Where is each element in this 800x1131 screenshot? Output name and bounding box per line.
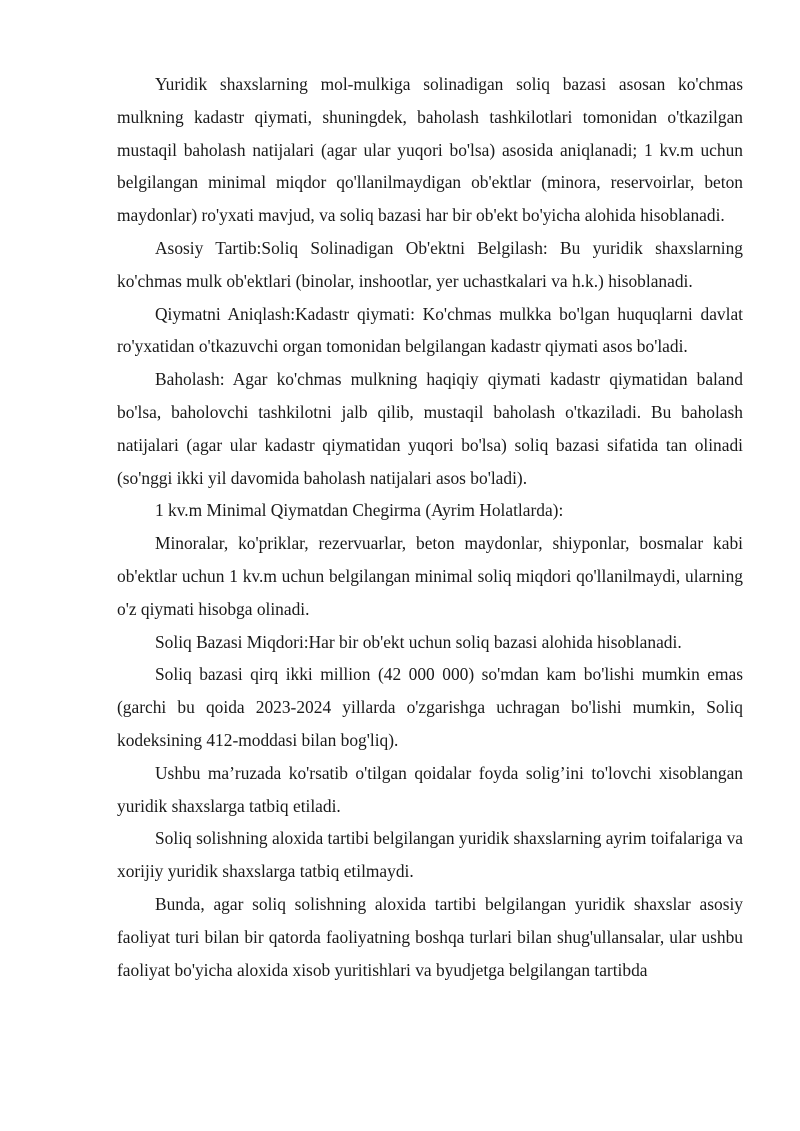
paragraph-value-determination: Qiymatni Aniqlash:Kadastr qiymati: Ko'chmas mulkka bo'lgan huquqlarni davlat ro'yxatidan o'tkazuvchi organ tomonidan belgilangan kadastr qiymati asos bo'ladi. <box>117 303 743 357</box>
paragraph-basic-order: Asosiy Tartib:Soliq Solinadigan Ob'ektni Belgilash: Bu yuridik shaxslarning ko'chmas mulk ob'ektlari (binolar, inshootlar, yer uchastkalari va h.k.) hisoblanadi. <box>117 237 743 291</box>
document-body <box>117 68 743 986</box>
paragraph-tax-base-intro: Yuridik shaxslarning mol-mulkiga solinadigan soliq bazasi asosan ko'chmas mulkning kadastr qiymati, shuningdek, baholash tashkilotlari tomonidan o'tkazilgan mustaqil baholash natijalari (agar ular yuqori bo'lsa) asosida aniqlanadi; 1 kv.m uchun belgilangan minimal miqdor qo'llanilmaydigan ob'ektlar (minora, reservoirlar, beton maydonlar) ro'yxati mavjud, va soliq bazasi har bir ob'ekt bo'yicha alohida hisoblanadi. <box>117 74 743 226</box>
paragraph-exclusions: Soliq solishning aloxida tartibi belgilangan yuridik shaxslarning ayrim toifalariga va xorijiy yuridik shaxslarga tatbiq etilmaydi. <box>117 828 743 882</box>
paragraph-minimal-value-heading: 1 kv.m Minimal Qiymatdan Chegirma (Ayrim Holatlarda): <box>155 500 564 521</box>
paragraph-scope-of-rules: Ushbu ma’ruzada ko'rsatib o'tilgan qoidalar foyda solig’ini to'lovchi xisoblangan yuridik shaxslarga tatbiq etiladi. <box>117 762 743 816</box>
paragraph-separate-accounting: Bunda, agar soliq solishning aloxida tartibi belgilangan yuridik shaxslar asosiy faoliyat turi bilan bir qatorda faoliyatning boshqa turlari bilan shug'ullansalar, ular ushbu faoliyat bo'yicha aloxida xisob yuritishlari va byudjetga belgilangan tartibda <box>117 893 743 980</box>
paragraph-valuation: Baholash: Agar ko'chmas mulkning haqiqiy qiymati kadastr qiymatidan baland bo'lsa, baholovchi tashkilotni jalb qilib, mustaqil baholash o'tkaziladi. Bu baholash natijalari (agar ular kadastr qiymatidan yuqori bo'lsa) soliq bazasi sifatida tan olinadi (so'nggi ikki yil davomida baholash natijalari asos bo'ladi). <box>117 369 743 488</box>
paragraph-tax-base-amount: Soliq Bazasi Miqdori:Har bir ob'ekt uchun soliq bazasi alohida hisoblanadi. <box>155 631 682 652</box>
paragraph-minimum-base: Soliq bazasi qirq ikki million (42 000 000) so'mdan kam bo'lishi mumkin emas (garchi bu qoida 2023-2024 yillarda o'zgarishga uchragan bo'lishi mumkin, Soliq kodeksining 412-moddasi bilan bog'liq). <box>117 664 743 750</box>
paragraph-exempt-objects: Minoralar, ko'priklar, rezervuarlar, beton maydonlar, shiyponlar, bosmalar kabi ob'ektlar uchun 1 kv.m uchun belgilangan minimal soliq miqdori qo'llanilmaydi, ularning o'z qiymati hisobga olinadi. <box>117 533 743 619</box>
